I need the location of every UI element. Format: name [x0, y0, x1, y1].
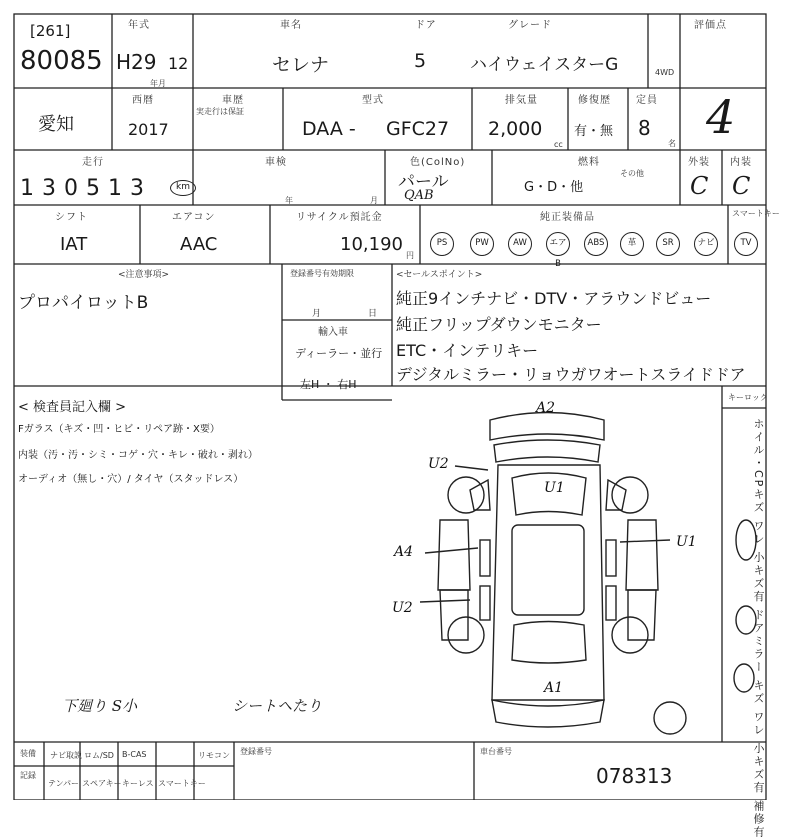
damage-mark: U1 — [676, 534, 697, 550]
steering-side: 左H ・ 右H — [300, 378, 357, 391]
damage-mark: A1 — [544, 680, 564, 696]
color-code: QAB — [404, 188, 434, 203]
history-label: 車歴 — [222, 95, 244, 106]
interior-label: 内装 — [730, 157, 752, 168]
option-1: PW — [470, 232, 494, 256]
displacement: 2,000 — [488, 118, 543, 140]
footer-label: 装備 — [20, 749, 36, 758]
damage-mark: U2 — [392, 600, 413, 616]
car-name-label: 車名 — [280, 20, 302, 31]
model-year: H29 — [116, 50, 157, 74]
options-label: 純正装備品 — [540, 212, 595, 223]
option-2: AW — [508, 232, 532, 256]
shift: IAT — [60, 234, 88, 255]
recycle-fee: 10,190 — [340, 234, 403, 255]
inspection-line-glass: Fガラス（キズ・凹・ヒビ・リペア跡・X要） — [18, 424, 220, 435]
keylock-label: キーロック — [728, 393, 768, 402]
footer-label: キーレス — [122, 779, 154, 788]
fuel-other: その他 — [620, 169, 644, 178]
option-8: TV — [734, 232, 758, 256]
score-label: 評価点 — [694, 20, 727, 31]
car-name: セレナ — [272, 54, 330, 76]
recycle-label: リサイクル預託金 — [296, 212, 383, 223]
capacity-label: 定員 — [636, 95, 658, 106]
damage-mark: U2 — [428, 456, 449, 472]
capacity: 8 — [638, 116, 651, 140]
auction-number: [261] — [30, 22, 71, 40]
smartkey-label: スマートキー — [732, 209, 780, 218]
damage-mark: U1 — [544, 480, 565, 496]
chassis-label: 車台番号 — [480, 747, 512, 756]
footer-label: テンパー — [48, 779, 80, 788]
exterior: C — [690, 172, 709, 200]
displacement-label: 排気量 — [505, 95, 538, 106]
ac: AAC — [180, 234, 218, 255]
option-6: SR — [656, 232, 680, 256]
fuel-label: 燃料 — [578, 157, 600, 168]
first-reg-label: 西暦 — [132, 95, 154, 106]
sales-points-label: <セールスポイント> — [396, 270, 483, 280]
color: パール — [398, 172, 449, 192]
color-label: 色(ColNo) — [410, 157, 466, 168]
mileage-label: 走行 — [82, 157, 104, 168]
year-label: 年式 — [128, 20, 150, 31]
inspection-year: 年 — [285, 196, 293, 205]
mileage-unit: km — [170, 180, 196, 196]
footer-label: ロム/SD — [84, 751, 114, 760]
inspection-line-audio: オーディオ（無し・穴）/ タイヤ（スタッドレス） — [18, 474, 244, 485]
footer-label: B-CAS — [122, 750, 147, 759]
model-label: 型式 — [362, 95, 384, 106]
handwritten-note-seat: シートヘたり — [232, 697, 323, 715]
model-prefix: DAA - — [302, 118, 356, 140]
handwritten-note: 下廻り S小 — [62, 697, 138, 715]
capacity-unit: 名 — [668, 139, 676, 148]
option-0: PS — [430, 232, 454, 256]
option-3: エアB — [546, 232, 570, 256]
footer-label: ナビ取説 — [50, 751, 82, 760]
recycle-unit: 円 — [406, 251, 414, 260]
interior: C — [732, 172, 751, 200]
doors: 5 — [414, 50, 427, 72]
repair-value: 有・無 — [574, 124, 614, 139]
repair-label: 修復歴 — [578, 95, 611, 106]
dealer-type: ディーラー・並行 — [295, 347, 383, 360]
sales-point: デジタルミラー・リョウガワオートスライドドア — [396, 365, 746, 384]
grade-label: グレード — [508, 20, 552, 31]
history-note: 実走行は保証 — [196, 107, 244, 116]
doors-label: ドア — [415, 20, 437, 31]
footer-label: 記録 — [20, 771, 36, 780]
reg-number-label: 登録番号 — [240, 747, 272, 756]
model-code: GFC27 — [386, 118, 450, 140]
exterior-label: 外装 — [688, 157, 710, 168]
sales-point: ETC・インテリキー — [396, 341, 539, 360]
score: 4 — [706, 90, 736, 144]
inspection-label: 車検 — [265, 157, 287, 168]
option-7: ナビ — [694, 232, 718, 256]
option-4: ABS — [584, 232, 608, 256]
reg-day: 日 — [368, 309, 378, 319]
cc-unit: cc — [554, 140, 563, 149]
notes-label: <注意事項> — [118, 270, 170, 280]
import-label: 輸入車 — [318, 327, 348, 338]
month-label: 年月 — [150, 79, 166, 88]
damage-mark: A4 — [394, 544, 414, 560]
side-note: ホイル・CPキズ ワレ 小キズ有 ドアミラー キズ ワレ 小キズ有 補修有 — [752, 418, 765, 839]
reg-month: 月 — [312, 309, 322, 319]
notes-text: プロパイロットB — [18, 293, 149, 313]
damage-mark: A2 — [536, 400, 556, 416]
footer-label: スペアキー — [82, 779, 122, 788]
sales-point: 純正フリップダウンモニター — [396, 315, 602, 334]
inspector-label: < 検査員記入欄 > — [18, 400, 127, 415]
model-month: 12 — [168, 54, 189, 73]
footer-label: リモコン — [198, 751, 230, 760]
fuel: G・D・他 — [524, 180, 584, 195]
region: 愛知 — [38, 114, 74, 135]
lot-number: 80085 — [20, 46, 103, 76]
option-5: 革 — [620, 232, 644, 256]
drive-label: 4WD — [655, 68, 675, 77]
footer-label: スマートキー — [158, 779, 206, 788]
chassis-number: 078313 — [596, 764, 673, 788]
grade: ハイウェイスターG — [470, 55, 619, 75]
reg-expiry-label: 登録番号有効期限 — [290, 269, 354, 278]
first-reg: 2017 — [128, 120, 169, 139]
inspection-line-interior: 内装（汚・汚・シミ・コゲ・穴・キレ・破れ・剥れ） — [18, 450, 258, 461]
sales-point: 純正9インチナビ・DTV・アラウンドビュー — [396, 289, 712, 308]
mileage: 130513 — [20, 176, 152, 201]
ac-label: エアコン — [172, 212, 216, 223]
inspection-month: 月 — [370, 196, 378, 205]
shift-label: シフト — [55, 212, 88, 223]
